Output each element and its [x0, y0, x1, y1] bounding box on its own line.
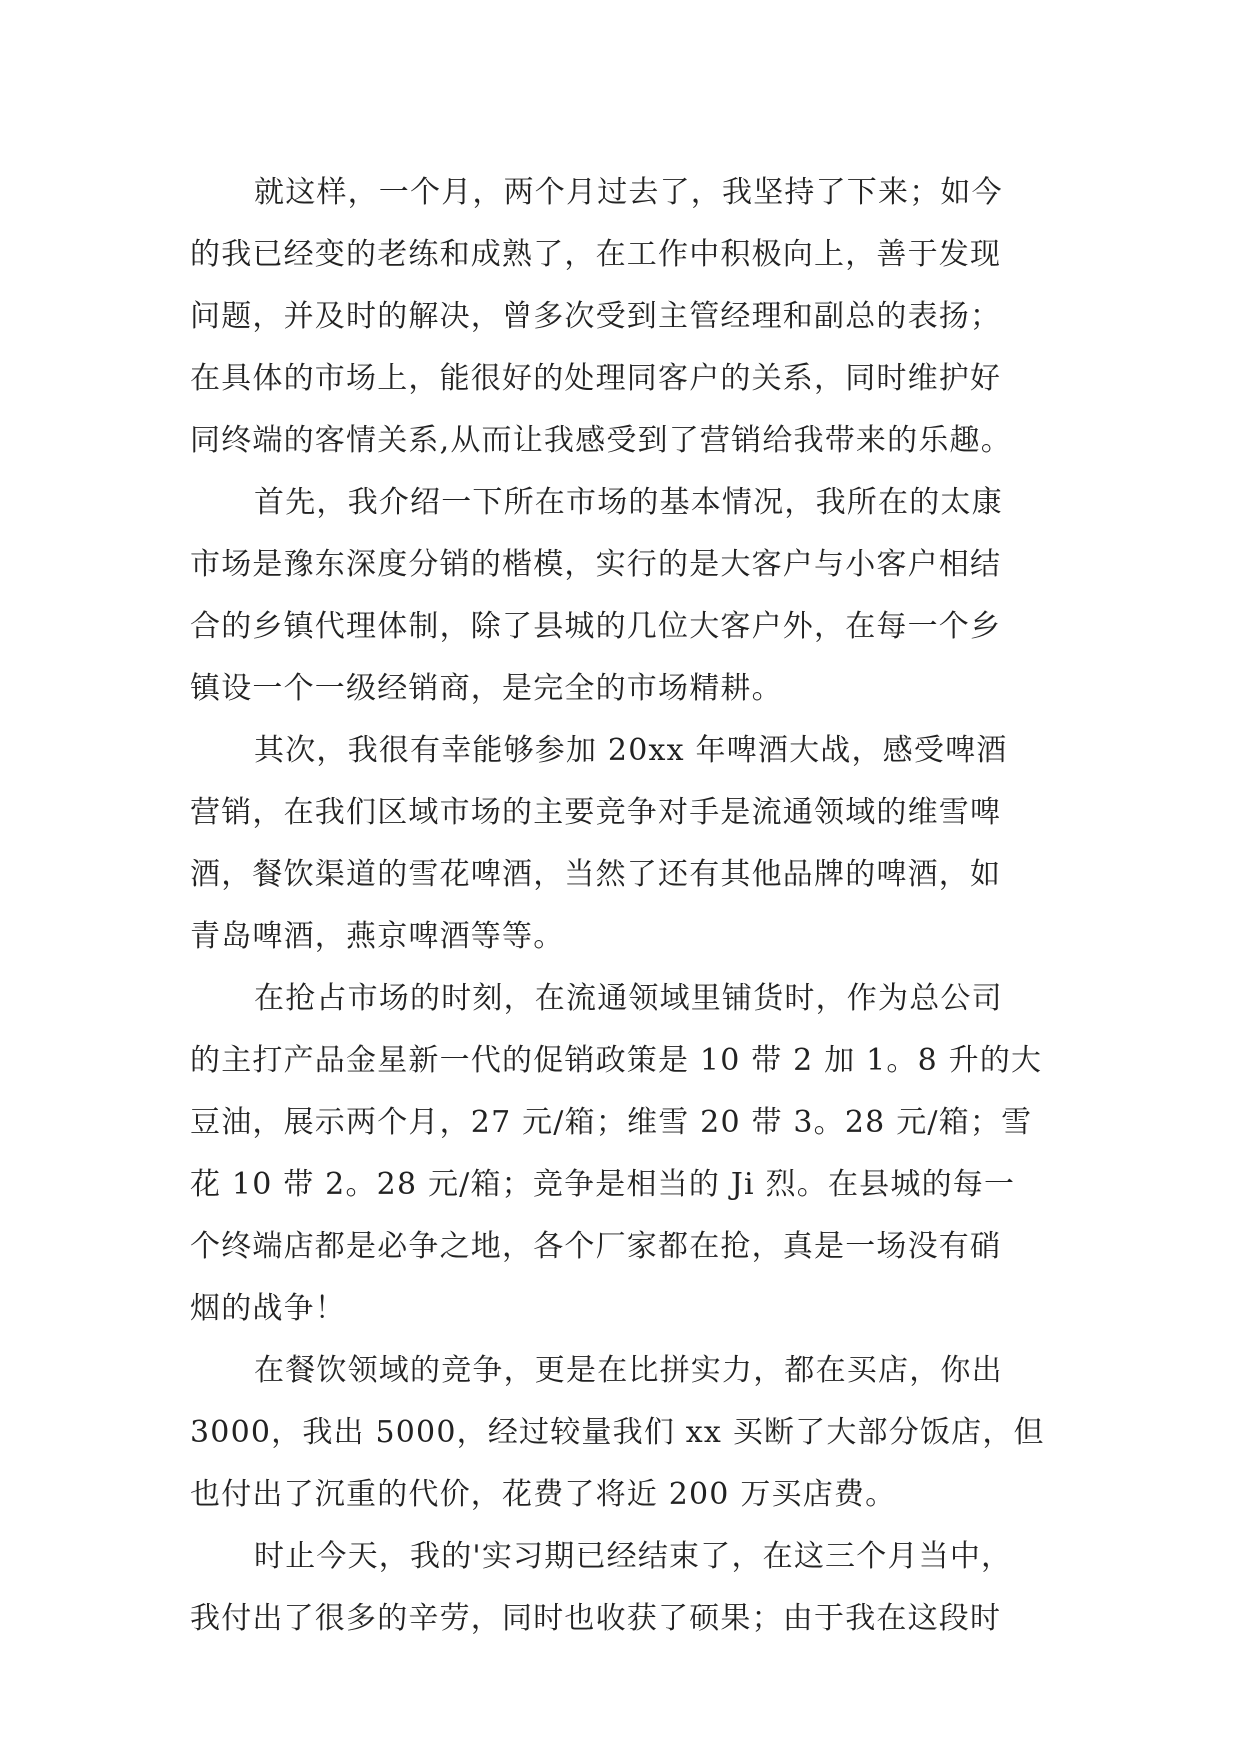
text-line: 合的乡镇代理体制，除了县城的几位大客户外，在每一个乡 [190, 609, 1002, 644]
text-line: 花 10 带 2。28 元/箱；竞争是相当的 Ji 烈。在县城的每一 [190, 1167, 1016, 1202]
text-line: 在具体的市场上，能很好的处理同客户的关系，同时维护好 [190, 361, 1002, 396]
text-line: 的我已经变的老练和成熟了，在工作中积极向上，善于发现 [190, 237, 1002, 272]
text-line: 营销，在我们区域市场的主要竞争对手是流通领域的维雪啤 [190, 795, 1002, 830]
text-line: 在餐饮领域的竞争，更是在比拼实力，都在买店，你出 [254, 1353, 1003, 1388]
text-line: 我付出了很多的辛劳，同时也收获了硕果；由于我在这段时 [190, 1601, 1002, 1636]
text-line: 其次，我很有幸能够参加 20xx 年啤酒大战，感受啤酒 [254, 733, 1008, 768]
text-line: 3000，我出 5000，经过较量我们 xx 买断了大部分饭店，但 [190, 1415, 1045, 1450]
text-line: 同终端的客情关系,从而让我感受到了营销给我带来的乐趣。 [190, 423, 1012, 458]
text-line: 个终端店都是必争之地，各个厂家都在抢，真是一场没有硝 [190, 1229, 1002, 1264]
text-line: 就这样，一个月，两个月过去了，我坚持了下来；如今 [254, 175, 1003, 210]
text-line: 也付出了沉重的代价，花费了将近 200 万买店费。 [190, 1477, 897, 1512]
text-line: 时止今天，我的'实习期已经结束了，在这三个月当中， [254, 1539, 1013, 1574]
text-line: 豆油，展示两个月，27 元/箱；维雪 20 带 3。28 元/箱；雪 [190, 1105, 1033, 1140]
text-line: 市场是豫东深度分销的楷模，实行的是大客户与小客户相结 [190, 547, 1002, 582]
text-line: 在抢占市场的时刻，在流通领域里铺货时，作为总公司 [254, 981, 1003, 1016]
text-line: 烟的战争！ [190, 1291, 346, 1326]
document-body [190, 162, 1070, 1650]
text-line: 的主打产品金星新一代的促销政策是 10 带 2 加 1。8 升的大 [190, 1043, 1043, 1078]
text-line: 酒，餐饮渠道的雪花啤酒，当然了还有其他品牌的啤酒，如 [190, 857, 1002, 892]
text-line: 镇设一个一级经销商，是完全的市场精耕。 [190, 671, 783, 706]
text-line: 首先，我介绍一下所在市场的基本情况，我所在的太康 [254, 485, 1003, 520]
text-line: 问题，并及时的解决，曾多次受到主管经理和副总的表扬； [190, 299, 1002, 334]
text-line: 青岛啤酒，燕京啤酒等等。 [190, 919, 565, 954]
